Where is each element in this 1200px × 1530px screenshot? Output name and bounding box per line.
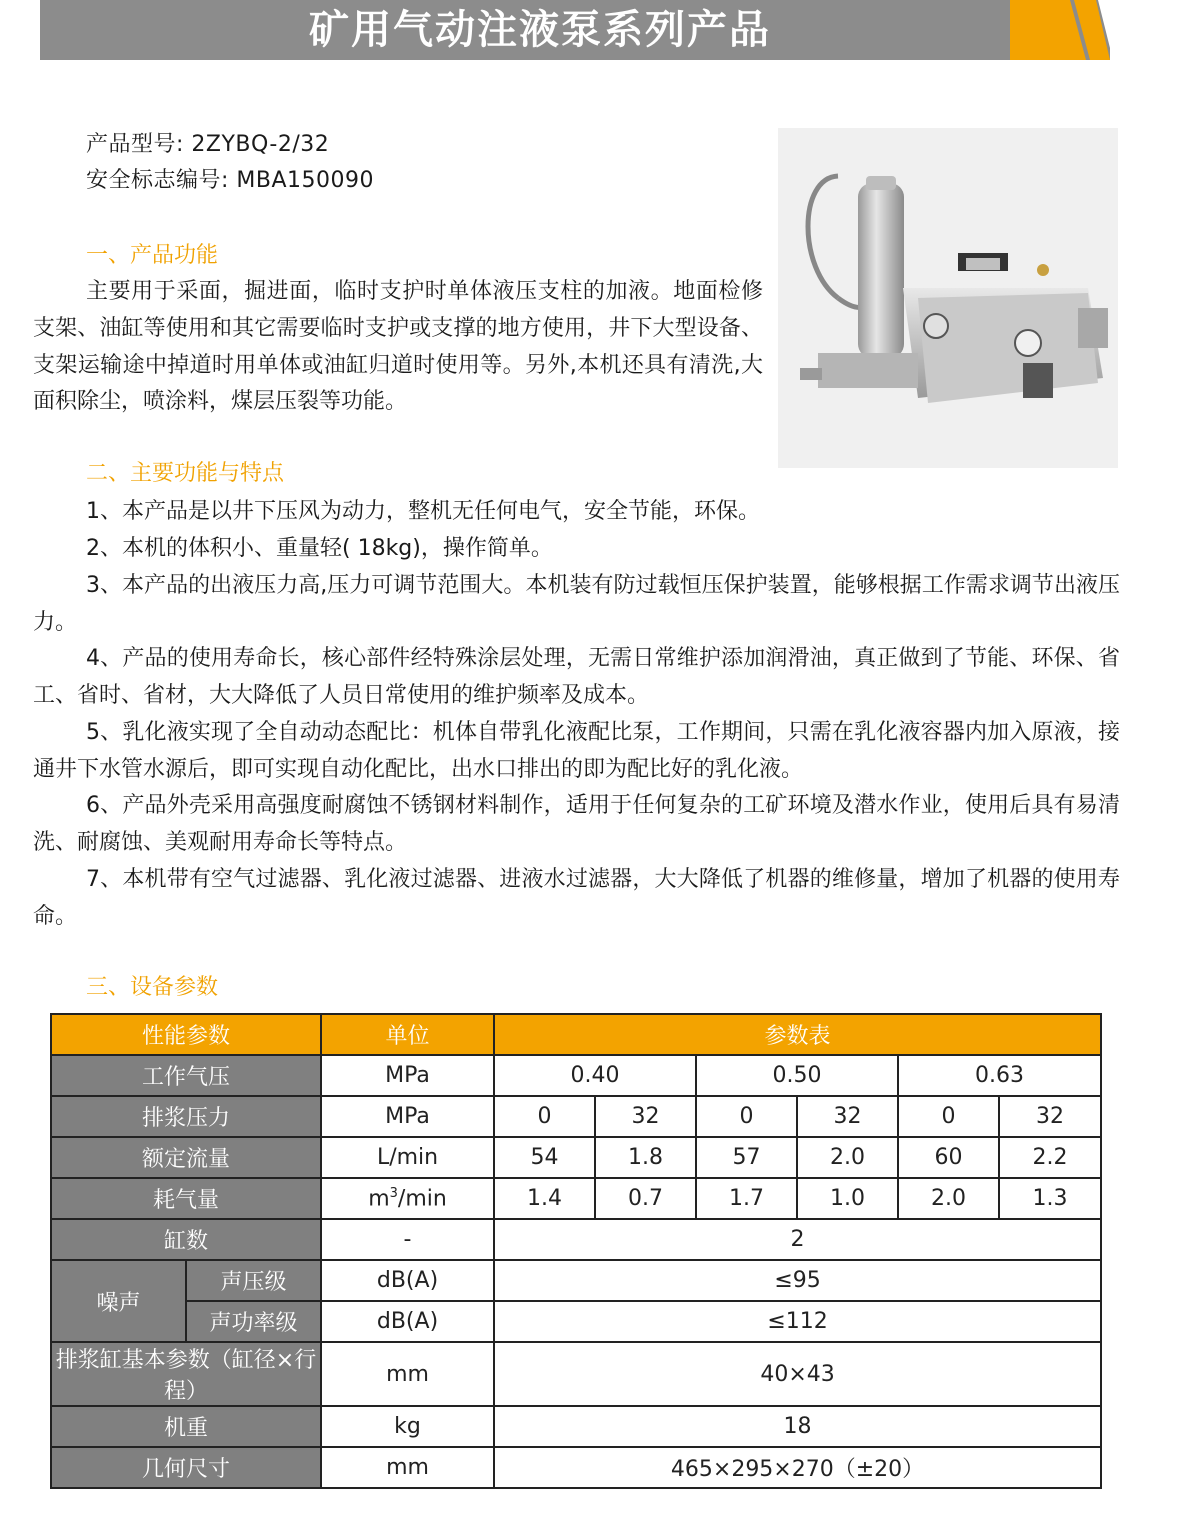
table-cell: 57 [696, 1137, 797, 1178]
row-sublabel: 声压级 [186, 1260, 321, 1301]
row-sublabel: 声功率级 [186, 1301, 321, 1342]
feature-item: 3、本产品的出液压力高,压力可调节范围大。本机装有防过载恒压保护装置，能够根据工作需求调节出液压力。 [33, 573, 1120, 635]
row-unit: MPa [321, 1055, 494, 1096]
table-row [51, 1137, 1101, 1178]
row-unit: dB(A) [321, 1260, 494, 1301]
parameter-table [50, 1013, 1102, 1489]
row-unit: MPa [321, 1096, 494, 1137]
row-label: 额定流量 [51, 1137, 321, 1178]
title-banner [40, 0, 1110, 60]
row-label: 缸数 [51, 1219, 321, 1260]
table-cell: 2.2 [999, 1137, 1101, 1178]
table-row [51, 1260, 1101, 1301]
table-cell: 18 [494, 1406, 1101, 1447]
section-title-parameters: 三、设备参数 [86, 975, 219, 1000]
feature-item: 5、乳化液实现了全自动动态配比：机体自带乳化液配比泵，工作期间，只需在乳化液容器内加入原液，接通井下水管水源后，即可实现自动化配比，出水口排出的即为配比好的乳化液。 [33, 720, 1120, 782]
table-cell: 1.4 [494, 1178, 595, 1219]
table-row [51, 1178, 1101, 1219]
feature-item: 4、产品的使用寿命长，核心部件经特殊涂层处理，无需日常维护添加润滑油，真正做到了节能、环保、省工、省时、省材，大大降低了人员日常使用的维护频率及成本。 [33, 646, 1120, 708]
section-title-features: 二、主要功能与特点 [86, 461, 285, 486]
table-cell: ≤95 [494, 1260, 1101, 1301]
row-label: 工作气压 [51, 1055, 321, 1096]
table-row [51, 1342, 1101, 1406]
table-cell: 32 [797, 1096, 898, 1137]
feature-item: 6、产品外壳采用高强度耐腐蚀不锈钢材料制作，适用于任何复杂的工矿环境及潜水作业，使用后具有易清洗、耐腐蚀、美观耐用寿命长等特点。 [33, 793, 1120, 855]
row-label: 机重 [51, 1406, 321, 1447]
table-row [51, 1055, 1101, 1096]
table-row [51, 1219, 1101, 1260]
table-cell: 2 [494, 1219, 1101, 1260]
table-cell: 40×43 [494, 1342, 1101, 1406]
table-row [51, 1096, 1101, 1137]
product-photo [778, 128, 1118, 468]
table-cell: 2.0 [797, 1137, 898, 1178]
pump-illustration [778, 128, 1118, 468]
table-cell: 1.7 [696, 1178, 797, 1219]
function-paragraph: 主要用于采面，掘进面，临时支护时单体液压支柱的加液。地面检修支架、油缸等使用和其它需要临时支护或支撑的地方使用，井下大型设备、支架运输途中掉道时用单体或油缸归道时使用等。另外,本机还具有清洗,大面积除尘，喷涂料，煤层压裂等功能。 [33, 279, 763, 415]
unit-prefix: m [368, 1186, 390, 1212]
feature-item: 2、本机的体积小、重量轻( 18kg)，操作简单。 [86, 536, 553, 561]
row-label: 排浆压力 [51, 1096, 321, 1137]
table-cell: 32 [595, 1096, 696, 1137]
feature-item: 7、本机带有空气过滤器、乳化液过滤器、进液水过滤器，大大降低了机器的维修量，增加了机器的使用寿命。 [33, 867, 1120, 929]
section-title-function: 一、产品功能 [86, 243, 219, 268]
table-cell: 1.8 [595, 1137, 696, 1178]
row-unit: - [321, 1219, 494, 1260]
safety-mark-number: 安全标志编号: MBA150090 [86, 168, 375, 193]
table-cell: 0 [898, 1096, 999, 1137]
unit-superscript: 3 [389, 1185, 398, 1201]
header-values: 参数表 [494, 1014, 1101, 1055]
table-row [51, 1301, 1101, 1342]
banner-accent-icon [1000, 0, 1110, 60]
feature-item: 1、本产品是以井下压风为动力，整机无任何电气，安全节能，环保。 [86, 499, 760, 524]
row-unit: kg [321, 1406, 494, 1447]
row-label: 耗气量 [51, 1178, 321, 1219]
table-row [51, 1447, 1101, 1488]
table-cell: 2.0 [898, 1178, 999, 1219]
table-cell: 1.0 [797, 1178, 898, 1219]
table-cell: 54 [494, 1137, 595, 1178]
row-unit [321, 1178, 494, 1219]
row-unit: mm [321, 1447, 494, 1488]
table-cell: 60 [898, 1137, 999, 1178]
table-cell: 0 [494, 1096, 595, 1137]
table-cell: 1.3 [999, 1178, 1101, 1219]
row-unit: L/min [321, 1137, 494, 1178]
row-label: 几何尺寸 [51, 1447, 321, 1488]
row-unit: dB(A) [321, 1301, 494, 1342]
row-unit: mm [321, 1342, 494, 1406]
header-unit: 单位 [321, 1014, 494, 1055]
table-cell: 0.63 [898, 1055, 1101, 1096]
row-label: 噪声 [51, 1260, 186, 1342]
row-label: 排浆缸基本参数（缸径×行程） [51, 1342, 321, 1406]
table-header-row [51, 1014, 1101, 1055]
table-cell: 0.40 [494, 1055, 696, 1096]
unit-suffix: /min [397, 1186, 447, 1212]
table-row [51, 1406, 1101, 1447]
table-cell: 32 [999, 1096, 1101, 1137]
header-param: 性能参数 [51, 1014, 321, 1055]
table-cell: 0.7 [595, 1178, 696, 1219]
product-model: 产品型号: 2ZYBQ-2/32 [86, 132, 330, 157]
table-cell: 0.50 [696, 1055, 898, 1096]
table-cell: 0 [696, 1096, 797, 1137]
table-cell: ≤112 [494, 1301, 1101, 1342]
table-cell: 465×295×270（±20） [494, 1447, 1101, 1488]
page-title: 矿用气动注液泵系列产品 [309, 7, 771, 53]
